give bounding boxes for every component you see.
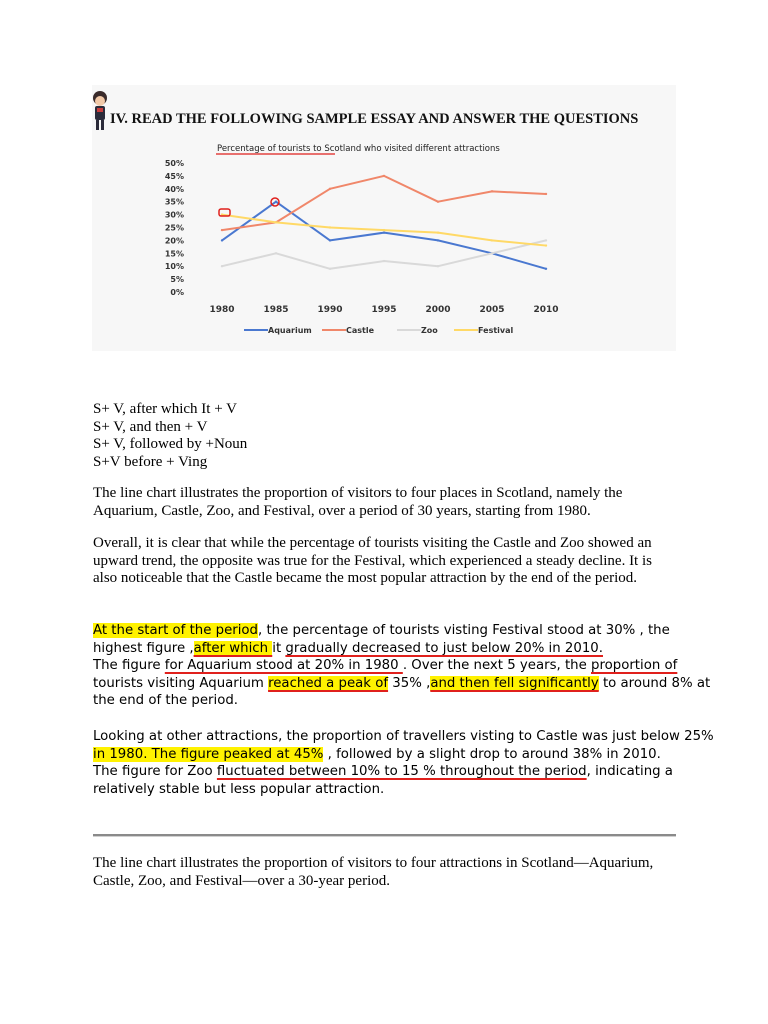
- data-point-zoo: [491, 252, 493, 254]
- legend-label-zoo: Zoo: [421, 326, 438, 335]
- x-tick-label: 2005: [479, 305, 505, 315]
- structure-line: S+ V, after which It + V: [93, 401, 237, 417]
- body2-line-3: [93, 763, 683, 781]
- sentence-structures: [93, 401, 247, 471]
- body-text: 35% ,: [388, 675, 431, 691]
- y-tick-label: 30%: [164, 210, 184, 220]
- body1-line-4: [93, 675, 711, 693]
- horizontal-rule: [93, 834, 676, 837]
- y-tick-label: 15%: [164, 249, 184, 259]
- data-point-castle: [545, 193, 547, 195]
- overview-paragraph: [93, 535, 683, 588]
- highlight-text: reached a peak of: [268, 675, 389, 691]
- body-paragraph-2: [93, 728, 714, 798]
- body-text: tourists visiting Aquarium: [93, 675, 269, 691]
- series-line-aquarium: [222, 202, 546, 269]
- body1-line-1: [93, 622, 683, 640]
- legend-label-castle: Castle: [346, 326, 375, 335]
- body-text: The figure for Zoo: [93, 764, 217, 780]
- body-text: The figure: [93, 658, 165, 674]
- x-tick-label: 1995: [371, 305, 397, 315]
- y-tick-label: 40%: [164, 184, 184, 194]
- data-point-zoo: [221, 265, 223, 267]
- cartoon-character-icon: [93, 91, 107, 130]
- x-tick-label: 1980: [209, 305, 235, 315]
- data-point-zoo: [383, 260, 385, 262]
- data-point-castle: [491, 190, 493, 192]
- overview-line: also noticeable that the Castle became the most popular attraction by the end of the period.: [93, 570, 637, 586]
- data-point-zoo: [275, 252, 277, 254]
- data-point-festival: [437, 231, 439, 233]
- data-point-castle: [329, 188, 331, 190]
- data-point-aquarium: [545, 268, 547, 270]
- data-point-festival: [545, 244, 547, 246]
- chart-figure: [92, 85, 676, 351]
- data-point-zoo: [329, 268, 331, 270]
- x-tick-label: 1985: [263, 305, 289, 315]
- structure-line: S+ V, followed by +Noun: [93, 436, 248, 452]
- overview-line: Overall, it is clear that while the percentage of tourists visiting the Castle and Zoo showed an: [93, 535, 652, 551]
- data-point-castle: [383, 175, 385, 177]
- data-point-castle: [437, 201, 439, 203]
- body-text: , followed by a slight drop to around 38% in 2010.: [323, 746, 661, 762]
- intro-paragraph: [93, 485, 683, 520]
- body-text: highest figure ,: [93, 640, 194, 656]
- y-tick-label: 5%: [170, 275, 184, 285]
- data-point-aquarium: [383, 231, 385, 233]
- highlight-text: and then fell significantly: [430, 675, 599, 691]
- body-text: to around 8% at: [598, 675, 711, 691]
- legend-label-aquarium: Aquarium: [268, 326, 312, 335]
- highlight-text: after which: [193, 640, 273, 656]
- body-text: it: [272, 640, 286, 656]
- data-point-aquarium: [437, 239, 439, 241]
- data-point-festival: [275, 221, 277, 223]
- x-tick-label: 1990: [317, 305, 343, 315]
- y-tick-label: 35%: [164, 197, 184, 207]
- body-paragraph-1: [93, 622, 711, 710]
- highlight-text: At the start of the period: [93, 623, 258, 638]
- y-tick-label: 50%: [164, 159, 184, 168]
- body2-line-2: [93, 746, 683, 764]
- data-point-festival: [491, 239, 493, 241]
- data-point-aquarium: [221, 239, 223, 241]
- body1-line-2: [93, 640, 683, 658]
- body-text: . Over the next 5 years, the: [402, 658, 592, 674]
- rewrite-line: The line chart illustrates the proportion of visitors to four attractions in Scotland—Aquarium,: [93, 855, 654, 871]
- y-tick-label: 20%: [164, 236, 184, 246]
- intro-line: The line chart illustrates the proportion of visitors to four places in Scotland, namely the: [93, 485, 623, 501]
- underlined-text: for Aquarium stood at 20% in 1980: [164, 658, 403, 674]
- rewrite-paragraph: [93, 855, 683, 890]
- line-chart: [92, 85, 676, 351]
- body-text: , the percentage of tourists visting Festival stood at 30% , the: [258, 623, 670, 638]
- section-heading: IV. READ THE FOLLOWING SAMPLE ESSAY AND ANSWER THE QUESTIONS: [110, 111, 639, 127]
- y-tick-label: 45%: [164, 171, 184, 181]
- intro-line: Aquarium, Castle, Zoo, and Festival, over a period of 30 years, starting from 1980.: [93, 502, 591, 519]
- y-tick-label: 10%: [164, 262, 184, 272]
- underlined-text: proportion of: [591, 658, 678, 674]
- data-point-festival: [329, 226, 331, 228]
- structure-line: S+ V, and then + V: [93, 418, 208, 435]
- highlight-text: in 1980. The figure peaked at 45%: [93, 746, 324, 762]
- data-point-zoo: [545, 239, 547, 241]
- data-point-aquarium: [275, 201, 277, 203]
- underlined-text: gradually decreased to just below 20% in 2010.: [285, 640, 603, 656]
- data-point-zoo: [437, 265, 439, 267]
- body-text: , indicating a: [586, 764, 673, 780]
- legend-label-festival: Festival: [478, 326, 514, 335]
- body1-line-3: [93, 657, 683, 675]
- data-point-aquarium: [329, 239, 331, 241]
- y-tick-label: 0%: [170, 288, 184, 297]
- overview-line: upward trend, the opposite was true for the Festival, which experienced a steady decline. It is: [93, 552, 652, 569]
- structure-line: S+V before + Ving: [93, 453, 208, 470]
- data-point-castle: [221, 229, 223, 231]
- body2-line-4: relatively stable but less popular attraction.: [93, 781, 385, 797]
- rewrite-line: Castle, Zoo, and Festival—over a 30-year period.: [93, 872, 390, 889]
- data-point-festival: [383, 229, 385, 231]
- body2-line-1: Looking at other attractions, the proportion of travellers visting to Castle was just below 25%: [93, 729, 714, 744]
- underlined-text: fluctuated between 10% to 15 % throughout the period: [216, 764, 587, 780]
- body1-line-5: the end of the period.: [93, 693, 238, 709]
- x-tick-label: 2010: [533, 305, 559, 315]
- y-tick-label: 25%: [164, 223, 184, 233]
- x-tick-label: 2000: [425, 305, 451, 315]
- chart-title: Percentage of tourists to Scotland who visited different attractions: [217, 144, 500, 154]
